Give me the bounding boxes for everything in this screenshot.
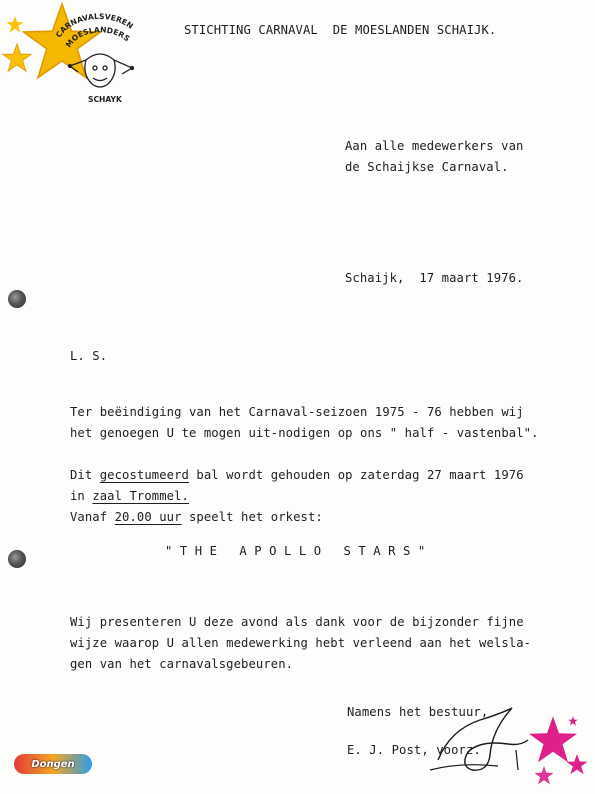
handwritten-signature (420, 700, 540, 780)
paragraph-2-line-1: Dit gecostumeerd bal wordt gehouden op zaterdag 27 maart 1976 (70, 468, 524, 482)
punch-hole-top (8, 290, 26, 308)
paragraph-2-line-3: Vanaf 20.00 uur speelt het orkest: (70, 510, 323, 524)
paragraph-1-line-1: Ter beëindiging van het Carnaval-seizoen 1975 - 76 hebben wij (70, 405, 524, 419)
logo-arc-text: CARNAVALSVEREN (54, 11, 135, 40)
paragraph-3-line-1: Wij presenteren U deze avond als dank voor de bijzonder fijne (70, 615, 524, 629)
pink-star-tiny-icon (534, 766, 554, 785)
gold-star-tiny-icon (6, 16, 24, 33)
paragraph-2-line-2: in zaal Trommel. (70, 489, 189, 503)
letter-date: Schaijk, 17 maart 1976. (345, 271, 524, 285)
watermark-text: Dongen (31, 758, 75, 770)
paragraph-3-line-3: gen van het carnavalsgebeuren. (70, 657, 294, 671)
letter-heading: STICHTING CARNAVAL DE MOESLANDEN SCHAIJK. (184, 23, 497, 37)
site-badge-icon (14, 754, 92, 774)
salutation: L. S. (70, 349, 108, 363)
recipient-line-1: Aan alle medewerkers van (345, 139, 524, 153)
paragraph-1-line-2: het genoegen U te mogen uit-nodigen op ons " half - vastenbal". (70, 426, 539, 440)
paragraph-3-line-2: wijze waarop U allen medewerking hebt verleend aan het welsla- (70, 636, 532, 650)
pink-star-small-icon (566, 754, 588, 775)
club-logo (48, 8, 148, 108)
gold-star-small-icon (2, 44, 32, 72)
pink-star-mini-icon (568, 716, 578, 726)
band-name: " T H E A P O L L O S T A R S " (165, 544, 426, 558)
signatory: E. J. Post, voorz. (347, 743, 481, 757)
closing-line: Namens het bestuur, (347, 705, 489, 719)
jester-face-icon (69, 54, 134, 87)
logo-town: SCHAYK (88, 95, 122, 104)
recipient-line-2: de Schaijkse Carnaval. (345, 160, 509, 174)
punch-hole-bottom (8, 550, 26, 568)
logo-arc-text-2: MOESLANDERS (63, 25, 132, 50)
svg-text:MOESLANDERS (64, 25, 132, 49)
